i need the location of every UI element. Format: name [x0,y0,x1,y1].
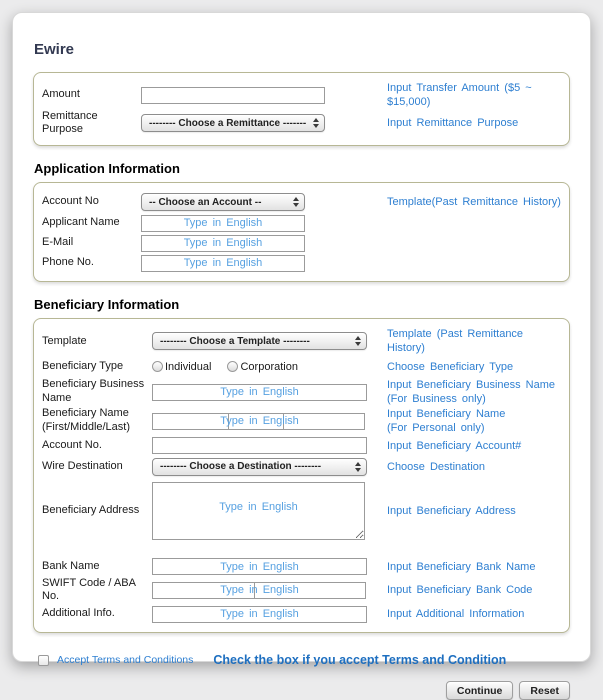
form-row-swift-code [42,577,561,605]
application-section-heading: Application Information [34,161,180,177]
application-info-box [33,182,570,282]
beneficiary-address-help-text: Input Beneficiary Address [387,504,516,517]
radio-individual[interactable] [152,361,211,373]
beneficiary-name-inputs [152,413,367,430]
remittance-purpose-select[interactable] [141,114,325,132]
swift-code-inputs [152,582,367,599]
form-row-account-no [42,191,561,213]
phone-no-input[interactable] [141,255,305,272]
swift-code-label: SWIFT Code / ABA No. [42,576,136,603]
remittance-purpose-label: Remittance Purpose [42,109,98,136]
wire-destination-select[interactable] [152,458,367,476]
form-row-amount [42,81,561,110]
select-stepper-icon [309,118,319,128]
form-row-beneficiary-name [42,407,561,436]
terms-instruction-text: Check the box if you accept Terms and Condition [213,653,507,668]
amount-help-text: Input Transfer Amount ($5 ~ $15,000) [387,82,532,109]
remittance-purpose-value: -------- Choose a Remittance ------- [149,117,307,129]
email-field[interactable] [141,235,305,252]
beneficiary-account-label: Account No. [42,438,102,451]
form-row-beneficiary-address [42,478,561,544]
beneficiary-info-box [33,318,570,633]
template-help-text: Template (Past Remittance History) [387,328,524,355]
bank-name-help-text: Input Beneficiary Bank Name [387,560,536,573]
accept-terms-label: Accept Terms and Conditions [57,654,194,667]
form-row-applicant-name [42,213,561,233]
terms-row [38,653,570,667]
form-row-remittance-purpose [42,110,561,138]
select-stepper-icon [351,336,361,346]
wire-destination-value: -------- Choose a Destination -------- [160,461,322,473]
transfer-amount-box [33,72,570,146]
select-stepper-icon [351,462,361,472]
form-row-beneficiary-type [42,356,561,378]
beneficiary-account-help-text: Input Beneficiary Account# [387,439,522,452]
template-select[interactable] [152,332,367,350]
email-label: E-Mail [42,236,74,249]
account-no-value: -- Choose an Account -- [149,196,262,208]
beneficiary-address-label: Beneficiary Address [42,503,140,516]
template-value: -------- Choose a Template -------- [160,335,310,347]
middle-name-input[interactable] [228,413,284,430]
account-no-select[interactable] [141,193,305,211]
form-row-phone-no [42,253,561,273]
page-title: Ewire [34,41,75,58]
applicant-name-input[interactable] [141,215,305,232]
beneficiary-name-help-line1: Input Beneficiary Name [387,407,506,420]
beneficiary-name-label: Beneficiary Name (First/Middle/Last) [42,407,131,434]
form-row-business-name [42,378,561,407]
account-no-help-text: Template(Past Remittance History) [387,195,561,208]
continue-button[interactable]: Continue [446,681,514,700]
radio-corporation[interactable] [227,361,297,373]
beneficiary-type-help-text: Choose Beneficiary Type [387,360,514,373]
beneficiary-address-textarea[interactable] [152,482,365,540]
business-name-help-line2: (For Business only) [387,393,486,406]
wire-destination-help-text: Choose Destination [387,460,486,473]
beneficiary-name-placeholder: Type in English [220,415,299,428]
radio-corporation-label: Corporation [240,360,298,373]
form-row-template [42,327,561,356]
account-no-label: Account No [42,195,99,208]
business-name-input[interactable] [152,384,367,401]
beneficiary-account-input[interactable] [152,437,367,454]
reset-button[interactable]: Reset [519,681,570,700]
radio-individual-label: Individual [165,360,212,373]
beneficiary-type-label: Beneficiary Type [42,359,124,372]
bank-name-label: Bank Name [42,559,100,572]
aba-no-input[interactable] [254,582,366,599]
beneficiary-section-heading: Beneficiary Information [34,297,180,313]
swift-code-input[interactable] [152,582,255,599]
beneficiary-type-radio-group [152,361,367,373]
amount-label: Amount [42,88,80,101]
swift-code-placeholder: Type in English [220,584,299,597]
remittance-purpose-help-text: Input Remittance Purpose [387,117,519,130]
business-name-help-text [367,378,561,407]
accept-terms-checkbox[interactable] [38,655,49,666]
radio-circle-icon [152,361,163,372]
template-label: Template [42,334,87,347]
additional-info-input[interactable] [152,606,367,623]
ewire-form-card [12,12,591,697]
beneficiary-name-help-line2: (For Personal only) [387,422,485,435]
form-actions [33,681,570,700]
row-spacer [42,544,561,557]
business-name-help-line1: Input Beneficiary Business Name [387,378,556,391]
wire-destination-label: Wire Destination [42,459,123,472]
radio-circle-icon [227,361,238,372]
swift-code-help-text: Input Beneficiary Bank Code [387,584,533,597]
business-name-label: Beneficiary Business Name [42,378,145,405]
additional-info-label: Additional Info. [42,607,115,620]
form-row-wire-destination [42,456,561,478]
form-row-bank-name [42,557,561,577]
select-stepper-icon [289,197,299,207]
beneficiary-name-help-text [367,407,561,436]
last-name-input[interactable] [283,413,365,430]
form-row-beneficiary-account [42,436,561,456]
amount-input[interactable] [141,87,325,104]
additional-info-help-text: Input Additional Information [387,608,525,621]
first-name-input[interactable] [152,413,229,430]
form-row-additional-info [42,604,561,624]
bank-name-input[interactable] [152,558,367,575]
form-row-email [42,233,561,253]
phone-no-label: Phone No. [42,256,94,269]
applicant-name-label: Applicant Name [42,216,120,229]
